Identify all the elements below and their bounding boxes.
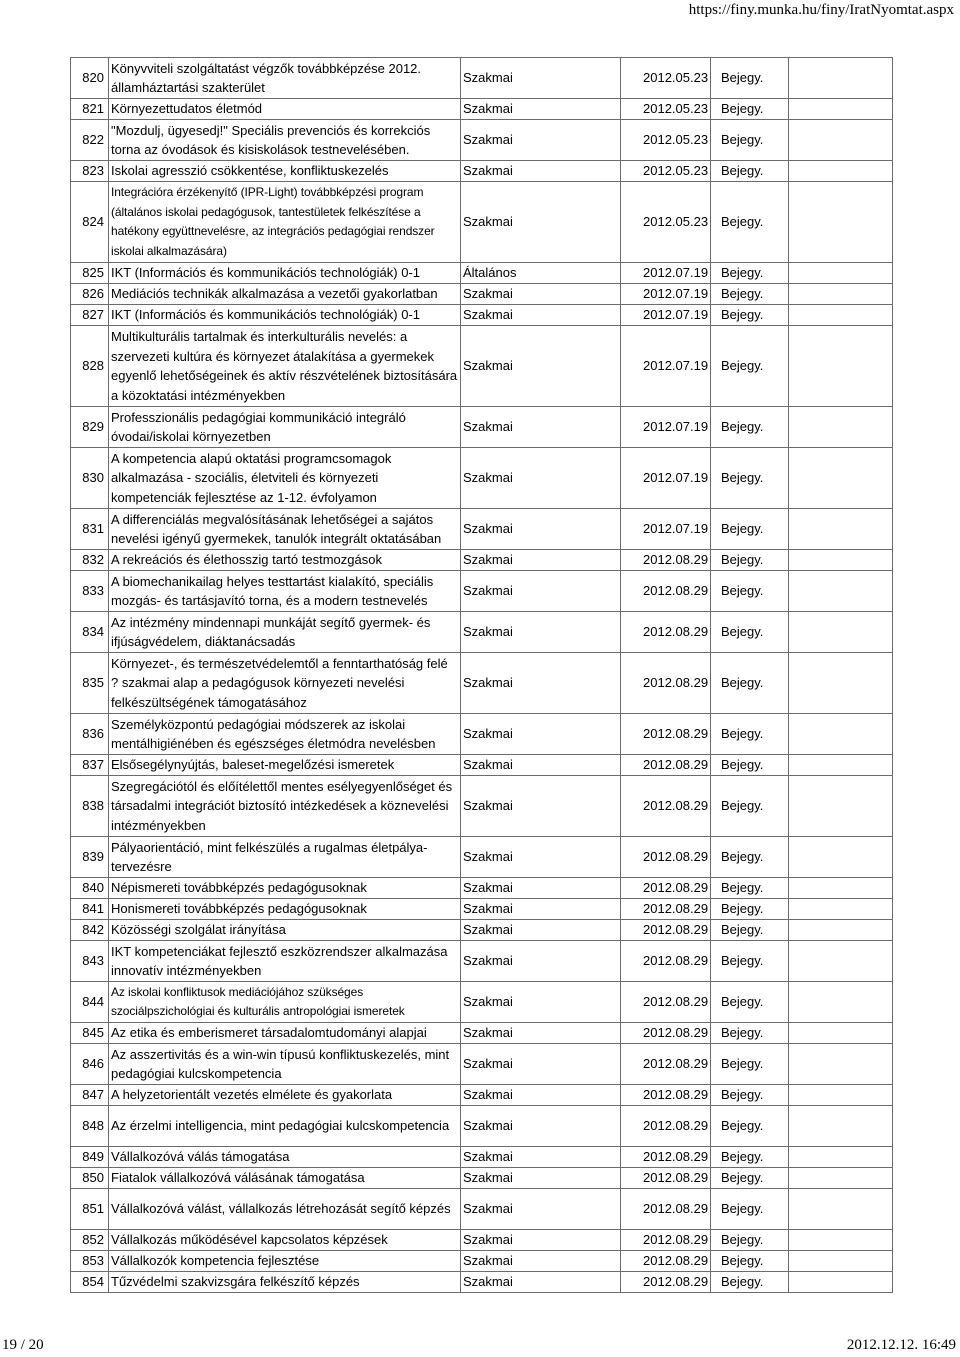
registration-status: Bejegy. bbox=[711, 1147, 789, 1168]
registration-date: 2012.05.23 bbox=[621, 182, 711, 263]
empty-cell bbox=[789, 982, 893, 1023]
training-title: Népismereti továbbképzés pedagógusoknak bbox=[109, 878, 461, 899]
row-number: 847 bbox=[71, 1085, 109, 1106]
empty-cell bbox=[789, 263, 893, 284]
training-title: Iskolai agresszió csökkentése, konfliktuskezelés bbox=[109, 161, 461, 182]
training-category: Szakmai bbox=[461, 1272, 621, 1293]
empty-cell bbox=[789, 58, 893, 99]
training-title: A rekreációs és élethosszig tartó testmozgások bbox=[109, 550, 461, 571]
training-category: Szakmai bbox=[461, 1085, 621, 1106]
registration-status: Bejegy. bbox=[711, 161, 789, 182]
table-row bbox=[71, 982, 893, 1023]
training-title: Az iskolai konfliktusok mediációjához szükséges szociálpszichológiai és kulturális antropológiai ismeretek bbox=[109, 982, 461, 1023]
table-row bbox=[71, 1272, 893, 1293]
table-row bbox=[71, 182, 893, 263]
registration-status: Bejegy. bbox=[711, 1023, 789, 1044]
row-number: 830 bbox=[71, 448, 109, 509]
training-category: Szakmai bbox=[461, 58, 621, 99]
training-category: Szakmai bbox=[461, 714, 621, 755]
training-title: Integrációra érzékenyítő (IPR-Light) továbbképzési program (általános iskolai pedagógusok, tantestületek felkészítése a hatékony együttnevelésre, az integrációs pedagógiai rendszer iskolai alkalmazására) bbox=[109, 182, 461, 263]
empty-cell bbox=[789, 550, 893, 571]
row-number: 836 bbox=[71, 714, 109, 755]
training-category: Szakmai bbox=[461, 1147, 621, 1168]
training-category: Szakmai bbox=[461, 284, 621, 305]
empty-cell bbox=[789, 305, 893, 326]
row-number: 843 bbox=[71, 941, 109, 982]
registration-date: 2012.08.29 bbox=[621, 1023, 711, 1044]
training-table bbox=[70, 57, 893, 1293]
row-number: 838 bbox=[71, 776, 109, 837]
training-category: Szakmai bbox=[461, 878, 621, 899]
empty-cell bbox=[789, 1044, 893, 1085]
registration-date: 2012.08.29 bbox=[621, 1168, 711, 1189]
row-number: 832 bbox=[71, 550, 109, 571]
table-row bbox=[71, 776, 893, 837]
registration-date: 2012.08.29 bbox=[621, 776, 711, 837]
registration-date: 2012.08.29 bbox=[621, 941, 711, 982]
registration-status: Bejegy. bbox=[711, 982, 789, 1023]
table-row bbox=[71, 284, 893, 305]
registration-date: 2012.08.29 bbox=[621, 755, 711, 776]
row-number: 820 bbox=[71, 58, 109, 99]
registration-date: 2012.05.23 bbox=[621, 120, 711, 161]
registration-date: 2012.08.29 bbox=[621, 1272, 711, 1293]
registration-status: Bejegy. bbox=[711, 182, 789, 263]
registration-status: Bejegy. bbox=[711, 1168, 789, 1189]
row-number: 850 bbox=[71, 1168, 109, 1189]
row-number: 845 bbox=[71, 1023, 109, 1044]
empty-cell bbox=[789, 899, 893, 920]
registration-status: Bejegy. bbox=[711, 550, 789, 571]
registration-date: 2012.08.29 bbox=[621, 1147, 711, 1168]
registration-date: 2012.07.19 bbox=[621, 284, 711, 305]
empty-cell bbox=[789, 1106, 893, 1147]
row-number: 823 bbox=[71, 161, 109, 182]
training-category: Szakmai bbox=[461, 1230, 621, 1251]
row-number: 826 bbox=[71, 284, 109, 305]
empty-cell bbox=[789, 837, 893, 878]
registration-status: Bejegy. bbox=[711, 878, 789, 899]
row-number: 846 bbox=[71, 1044, 109, 1085]
row-number: 837 bbox=[71, 755, 109, 776]
registration-date: 2012.08.29 bbox=[621, 1230, 711, 1251]
empty-cell bbox=[789, 755, 893, 776]
registration-status: Bejegy. bbox=[711, 407, 789, 448]
table-row bbox=[71, 58, 893, 99]
training-title: IKT (Információs és kommunikációs technológiák) 0-1 bbox=[109, 305, 461, 326]
empty-cell bbox=[789, 407, 893, 448]
training-category: Szakmai bbox=[461, 509, 621, 550]
table-row bbox=[71, 714, 893, 755]
table-row bbox=[71, 1230, 893, 1251]
training-category: Szakmai bbox=[461, 550, 621, 571]
empty-cell bbox=[789, 776, 893, 837]
training-category: Szakmai bbox=[461, 182, 621, 263]
registration-date: 2012.08.29 bbox=[621, 920, 711, 941]
table-row bbox=[71, 263, 893, 284]
training-title: Elsősegélynyújtás, baleset-megelőzési ismeretek bbox=[109, 755, 461, 776]
registration-status: Bejegy. bbox=[711, 448, 789, 509]
training-category: Szakmai bbox=[461, 837, 621, 878]
empty-cell bbox=[789, 161, 893, 182]
registration-date: 2012.08.29 bbox=[621, 837, 711, 878]
empty-cell bbox=[789, 1251, 893, 1272]
empty-cell bbox=[789, 920, 893, 941]
registration-date: 2012.07.19 bbox=[621, 326, 711, 407]
registration-date: 2012.08.29 bbox=[621, 612, 711, 653]
row-number: 821 bbox=[71, 99, 109, 120]
row-number: 822 bbox=[71, 120, 109, 161]
registration-status: Bejegy. bbox=[711, 1085, 789, 1106]
training-title: IKT (Információs és kommunikációs technológiák) 0-1 bbox=[109, 263, 461, 284]
table-row bbox=[71, 878, 893, 899]
training-title: A helyzetorientált vezetés elmélete és gyakorlata bbox=[109, 1085, 461, 1106]
registration-status: Bejegy. bbox=[711, 1189, 789, 1230]
training-category: Szakmai bbox=[461, 1044, 621, 1085]
table-row bbox=[71, 509, 893, 550]
registration-date: 2012.08.29 bbox=[621, 982, 711, 1023]
registration-date: 2012.08.29 bbox=[621, 878, 711, 899]
empty-cell bbox=[789, 878, 893, 899]
table-row bbox=[71, 99, 893, 120]
registration-status: Bejegy. bbox=[711, 941, 789, 982]
table-row bbox=[71, 1251, 893, 1272]
training-title: Az érzelmi intelligencia, mint pedagógiai kulcskompetencia bbox=[109, 1106, 461, 1147]
registration-date: 2012.08.29 bbox=[621, 571, 711, 612]
row-number: 824 bbox=[71, 182, 109, 263]
registration-status: Bejegy. bbox=[711, 714, 789, 755]
registration-date: 2012.08.29 bbox=[621, 653, 711, 714]
registration-date: 2012.07.19 bbox=[621, 407, 711, 448]
empty-cell bbox=[789, 1147, 893, 1168]
table-row bbox=[71, 920, 893, 941]
training-category: Szakmai bbox=[461, 1106, 621, 1147]
training-title: Vállalkozás működésével kapcsolatos képzések bbox=[109, 1230, 461, 1251]
training-title: Közösségi szolgálat irányítása bbox=[109, 920, 461, 941]
registration-status: Bejegy. bbox=[711, 776, 789, 837]
row-number: 840 bbox=[71, 878, 109, 899]
table-row bbox=[71, 120, 893, 161]
row-number: 844 bbox=[71, 982, 109, 1023]
training-title: Szegregációtól és előítélettől mentes esélyegyenlőséget és társadalmi integrációt biztosító intézkedések a köznevelési intézményekben bbox=[109, 776, 461, 837]
training-category: Szakmai bbox=[461, 1168, 621, 1189]
row-number: 828 bbox=[71, 326, 109, 407]
row-number: 853 bbox=[71, 1251, 109, 1272]
training-category: Szakmai bbox=[461, 612, 621, 653]
empty-cell bbox=[789, 284, 893, 305]
training-category: Szakmai bbox=[461, 653, 621, 714]
empty-cell bbox=[789, 120, 893, 161]
table-row bbox=[71, 837, 893, 878]
table-row bbox=[71, 899, 893, 920]
training-title: "Mozdulj, ügyesedj!" Speciális prevenciós és korrekciós torna az óvodások és kisiskolások testnevelésében. bbox=[109, 120, 461, 161]
training-category: Szakmai bbox=[461, 1023, 621, 1044]
training-title: IKT kompetenciákat fejlesztő eszközrendszer alkalmazása innovatív intézményekben bbox=[109, 941, 461, 982]
row-number: 825 bbox=[71, 263, 109, 284]
training-title: Könyvviteli szolgáltatást végzők továbbképzése 2012. államháztartási szakterület bbox=[109, 58, 461, 99]
registration-date: 2012.05.23 bbox=[621, 161, 711, 182]
registration-date: 2012.08.29 bbox=[621, 714, 711, 755]
registration-date: 2012.05.23 bbox=[621, 99, 711, 120]
empty-cell bbox=[789, 1168, 893, 1189]
table-row bbox=[71, 1168, 893, 1189]
row-number: 841 bbox=[71, 899, 109, 920]
table-row bbox=[71, 1044, 893, 1085]
registration-status: Bejegy. bbox=[711, 305, 789, 326]
training-title: Személyközpontú pedagógiai módszerek az iskolai mentálhigiénében és egészséges életmódra nevelésben bbox=[109, 714, 461, 755]
training-category: Szakmai bbox=[461, 941, 621, 982]
registration-date: 2012.08.29 bbox=[621, 1044, 711, 1085]
training-title: Pályaorientáció, mint felkészülés a rugalmas életpálya-tervezésre bbox=[109, 837, 461, 878]
empty-cell bbox=[789, 571, 893, 612]
row-number: 848 bbox=[71, 1106, 109, 1147]
registration-status: Bejegy. bbox=[711, 920, 789, 941]
table-row bbox=[71, 1085, 893, 1106]
training-title: A biomechanikailag helyes testtartást kialakító, speciális mozgás- és tartásjavító torna, és a modern testnevelés bbox=[109, 571, 461, 612]
training-title: Környezet-, és természetvédelemtől a fenntarthatóság felé ? szakmai alap a pedagógusok környezeti nevelési felkészültségének támogatásához bbox=[109, 653, 461, 714]
page-number: 19 / 20 bbox=[2, 1337, 44, 1353]
table-row bbox=[71, 653, 893, 714]
training-title: Vállalkozók kompetencia fejlesztése bbox=[109, 1251, 461, 1272]
row-number: 829 bbox=[71, 407, 109, 448]
registration-status: Bejegy. bbox=[711, 899, 789, 920]
empty-cell bbox=[789, 1023, 893, 1044]
training-category: Szakmai bbox=[461, 305, 621, 326]
row-number: 833 bbox=[71, 571, 109, 612]
training-category: Szakmai bbox=[461, 776, 621, 837]
empty-cell bbox=[789, 509, 893, 550]
training-category: Szakmai bbox=[461, 448, 621, 509]
registration-status: Bejegy. bbox=[711, 571, 789, 612]
row-number: 834 bbox=[71, 612, 109, 653]
training-category: Szakmai bbox=[461, 920, 621, 941]
training-title: Vállalkozóvá válást, vállalkozás létrehozását segítő képzés bbox=[109, 1189, 461, 1230]
training-category: Általános bbox=[461, 263, 621, 284]
table-row bbox=[71, 305, 893, 326]
registration-status: Bejegy. bbox=[711, 1272, 789, 1293]
row-number: 849 bbox=[71, 1147, 109, 1168]
training-category: Szakmai bbox=[461, 1251, 621, 1272]
row-number: 839 bbox=[71, 837, 109, 878]
row-number: 827 bbox=[71, 305, 109, 326]
registration-date: 2012.08.29 bbox=[621, 1189, 711, 1230]
training-category: Szakmai bbox=[461, 407, 621, 448]
empty-cell bbox=[789, 1189, 893, 1230]
training-title: Mediációs technikák alkalmazása a vezetői gyakorlatban bbox=[109, 284, 461, 305]
training-category: Szakmai bbox=[461, 899, 621, 920]
table-row bbox=[71, 407, 893, 448]
registration-status: Bejegy. bbox=[711, 1230, 789, 1251]
registration-status: Bejegy. bbox=[711, 263, 789, 284]
registration-date: 2012.07.19 bbox=[621, 509, 711, 550]
registration-date: 2012.07.19 bbox=[621, 263, 711, 284]
row-number: 831 bbox=[71, 509, 109, 550]
row-number: 854 bbox=[71, 1272, 109, 1293]
table-row bbox=[71, 1023, 893, 1044]
registration-status: Bejegy. bbox=[711, 326, 789, 407]
print-timestamp: 2012.12.12. 16:49 bbox=[846, 1337, 956, 1353]
registration-date: 2012.08.29 bbox=[621, 899, 711, 920]
training-category: Szakmai bbox=[461, 99, 621, 120]
registration-date: 2012.08.29 bbox=[621, 550, 711, 571]
registration-status: Bejegy. bbox=[711, 837, 789, 878]
registration-status: Bejegy. bbox=[711, 612, 789, 653]
table-row bbox=[71, 755, 893, 776]
training-title: A kompetencia alapú oktatási programcsomagok alkalmazása - szociális, életviteli és környezeti kompetenciák fejlesztése az 1-12. évfolyamon bbox=[109, 448, 461, 509]
training-category: Szakmai bbox=[461, 1189, 621, 1230]
empty-cell bbox=[789, 182, 893, 263]
table-row bbox=[71, 1147, 893, 1168]
training-title: Vállalkozóvá válás támogatása bbox=[109, 1147, 461, 1168]
registration-date: 2012.07.19 bbox=[621, 448, 711, 509]
registration-date: 2012.07.19 bbox=[621, 305, 711, 326]
registration-status: Bejegy. bbox=[711, 58, 789, 99]
table-row bbox=[71, 941, 893, 982]
empty-cell bbox=[789, 1230, 893, 1251]
registration-date: 2012.08.29 bbox=[621, 1085, 711, 1106]
training-title: Környezettudatos életmód bbox=[109, 99, 461, 120]
table-row bbox=[71, 326, 893, 407]
registration-status: Bejegy. bbox=[711, 1106, 789, 1147]
row-number: 852 bbox=[71, 1230, 109, 1251]
empty-cell bbox=[789, 714, 893, 755]
training-title: A differenciálás megvalósításának lehetőségei a sajátos nevelési igényű gyermekek, tanulók integrált oktatásában bbox=[109, 509, 461, 550]
training-title: Az etika és emberismeret társadalomtudományi alapjai bbox=[109, 1023, 461, 1044]
registration-date: 2012.08.29 bbox=[621, 1106, 711, 1147]
empty-cell bbox=[789, 1085, 893, 1106]
training-category: Szakmai bbox=[461, 326, 621, 407]
row-number: 851 bbox=[71, 1189, 109, 1230]
training-title: Az asszertivitás és a win-win típusú konfliktuskezelés, mint pedagógiai kulcskompetencia bbox=[109, 1044, 461, 1085]
page-url: https://finy.munka.hu/finy/IratNyomtat.aspx bbox=[688, 2, 954, 18]
table-row bbox=[71, 1106, 893, 1147]
registration-status: Bejegy. bbox=[711, 653, 789, 714]
registration-status: Bejegy. bbox=[711, 284, 789, 305]
empty-cell bbox=[789, 99, 893, 120]
registration-status: Bejegy. bbox=[711, 509, 789, 550]
registration-status: Bejegy. bbox=[711, 1251, 789, 1272]
registration-status: Bejegy. bbox=[711, 755, 789, 776]
training-category: Szakmai bbox=[461, 571, 621, 612]
table-row bbox=[71, 1189, 893, 1230]
empty-cell bbox=[789, 612, 893, 653]
training-category: Szakmai bbox=[461, 982, 621, 1023]
empty-cell bbox=[789, 941, 893, 982]
training-title: Tűzvédelmi szakvizsgára felkészítő képzés bbox=[109, 1272, 461, 1293]
empty-cell bbox=[789, 653, 893, 714]
row-number: 842 bbox=[71, 920, 109, 941]
empty-cell bbox=[789, 1272, 893, 1293]
empty-cell bbox=[789, 326, 893, 407]
table-row bbox=[71, 550, 893, 571]
table-row bbox=[71, 161, 893, 182]
training-category: Szakmai bbox=[461, 120, 621, 161]
registration-date: 2012.05.23 bbox=[621, 58, 711, 99]
empty-cell bbox=[789, 448, 893, 509]
training-title: Honismereti továbbképzés pedagógusoknak bbox=[109, 899, 461, 920]
training-category: Szakmai bbox=[461, 755, 621, 776]
table-row bbox=[71, 448, 893, 509]
registration-status: Bejegy. bbox=[711, 120, 789, 161]
table-row bbox=[71, 571, 893, 612]
table-row bbox=[71, 612, 893, 653]
training-title: Fiatalok vállalkozóvá válásának támogatása bbox=[109, 1168, 461, 1189]
registration-status: Bejegy. bbox=[711, 99, 789, 120]
registration-status: Bejegy. bbox=[711, 1044, 789, 1085]
training-title: Az intézmény mindennapi munkáját segítő gyermek- és ifjúságvédelem, diáktanácsadás bbox=[109, 612, 461, 653]
training-category: Szakmai bbox=[461, 161, 621, 182]
row-number: 835 bbox=[71, 653, 109, 714]
training-title: Professzionális pedagógiai kommunikáció integráló óvodai/iskolai környezetben bbox=[109, 407, 461, 448]
training-title: Multikulturális tartalmak és interkulturális nevelés: a szervezeti kultúra és környezet átalakítása a gyermekek egyenlő lehetőségeinek és aktív részvételének biztosítására a közoktatási intézményekben bbox=[109, 326, 461, 407]
registration-date: 2012.08.29 bbox=[621, 1251, 711, 1272]
